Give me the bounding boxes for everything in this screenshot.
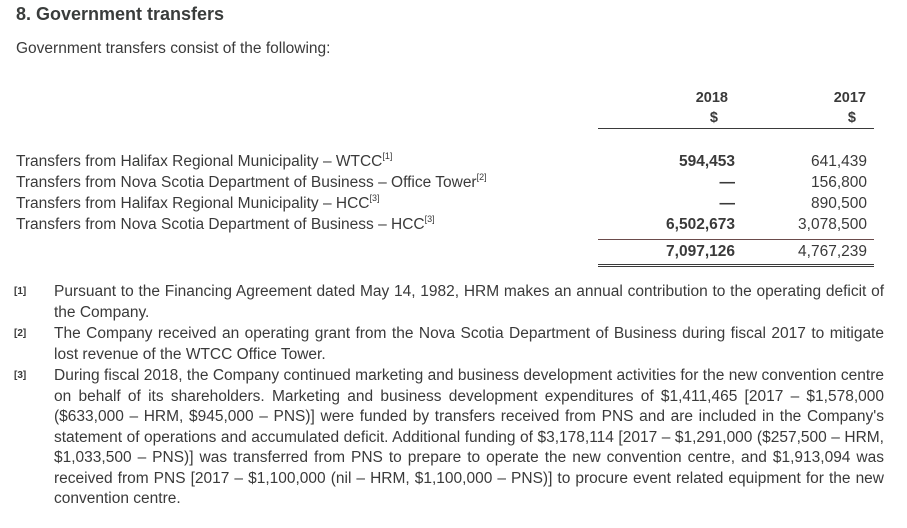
- footnote-3: [14, 366, 884, 510]
- total-2018: 7,097,126: [666, 243, 735, 260]
- section-heading: 8. Government transfers: [16, 4, 225, 24]
- value-2018: —: [719, 195, 735, 212]
- value-2017: 3,078,500: [798, 216, 867, 233]
- footnote-ref: [2]: [476, 172, 487, 182]
- column-year: 2017: [833, 90, 866, 106]
- footnote-marker: [3]: [14, 370, 27, 381]
- table-row: [16, 216, 876, 234]
- table-row: [16, 195, 876, 213]
- row-label: Transfers from Nova Scotia Department of Business – Office Tower[2]: [16, 172, 487, 191]
- column-year: 2018: [695, 90, 728, 106]
- footnote-1: [14, 282, 884, 323]
- total-row: [16, 243, 876, 261]
- intro-text: Government transfers consist of the following:: [16, 40, 331, 57]
- subtotal-rule: [598, 239, 874, 240]
- table-row: [16, 174, 876, 192]
- footnote-ref: [3]: [424, 214, 435, 224]
- column-currency: $: [847, 110, 856, 126]
- value-2017: 890,500: [810, 195, 867, 212]
- row-label: Transfers from Nova Scotia Department of Business – HCC[3]: [16, 214, 435, 233]
- footnote-ref: [3]: [369, 193, 380, 203]
- footnote-2: [14, 324, 884, 365]
- value-2018: —: [719, 174, 735, 191]
- footnote-ref: [1]: [382, 151, 393, 161]
- column-header-2017: [756, 90, 866, 126]
- value-2018: 6,502,673: [666, 216, 735, 233]
- column-currency: $: [709, 110, 718, 126]
- header-rule: [598, 128, 874, 129]
- footnote-text: Pursuant to the Financing Agreement dated May 14, 1982, HRM makes an annual contribution to the operating deficit of the Company.: [54, 283, 884, 321]
- footnote-marker: [2]: [14, 328, 27, 339]
- total-2017: 4,767,239: [798, 243, 867, 260]
- value-2018: 594,453: [678, 153, 735, 170]
- table-row: [16, 153, 876, 171]
- row-label: Transfers from Halifax Regional Municipality – WTCC[1]: [16, 151, 393, 170]
- total-double-rule: [598, 264, 874, 268]
- footnote-text: During fiscal 2018, the Company continued marketing and business development activities for the new convention centre on behalf of its shareholders. Marketing and business development expenditures of $1,411,465 [2017 – $1,578,000 ($633,000 – HRM, $945,000 – PNS)] were funded by transfers received from PNS and are included in the Company's statement of operations and accumulated deficit. Additional funding of $3,178,114 [2017 – $1,291,000 ($257,500 – HRM, $1,033,500 – PNS)] was transferred from PNS to prepare to operate the new convention centre, and $1,913,094 was received from PNS [2017 – $1,100,000 (nil – HRM, $1,100,000 – PNS)] to procure event related equipment for the new convention centre.: [54, 367, 884, 507]
- row-label: Transfers from Halifax Regional Municipality – HCC[3]: [16, 193, 380, 212]
- value-2017: 156,800: [810, 174, 867, 191]
- footnote-marker: [1]: [14, 286, 27, 297]
- value-2017: 641,439: [810, 153, 867, 170]
- column-header-2018: [618, 90, 728, 126]
- footnote-text: The Company received an operating grant from the Nova Scotia Department of Business during fiscal 2017 to mitigate lost revenue of the WTCC Office Tower.: [54, 325, 884, 363]
